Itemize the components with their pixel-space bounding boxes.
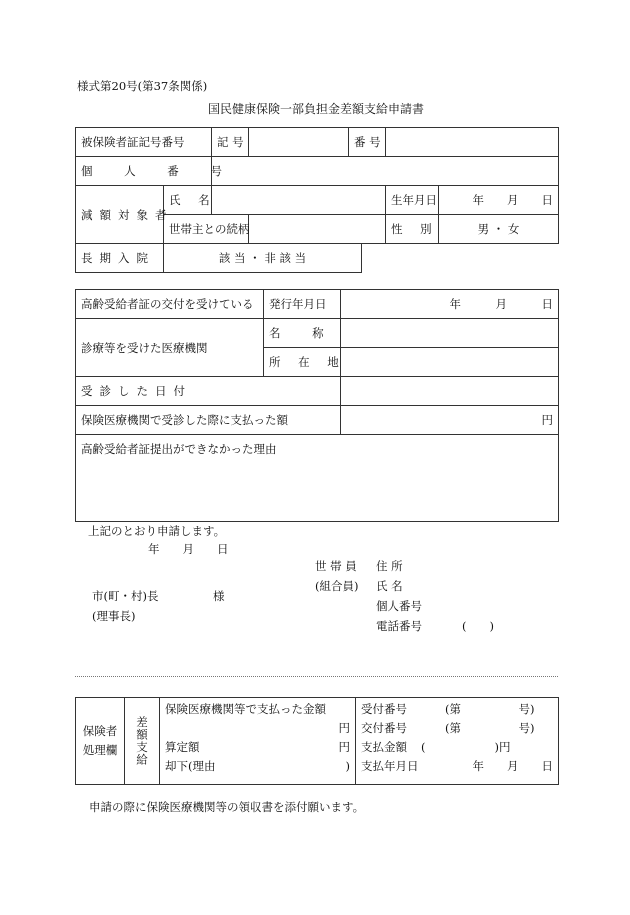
amount-block bbox=[160, 698, 356, 785]
sama-label: 様 bbox=[213, 589, 225, 603]
insurer-label-line2: 処理欄 bbox=[82, 743, 118, 757]
delivery-no-value: (第 号) bbox=[445, 721, 535, 735]
cut-line-divider bbox=[75, 676, 558, 677]
payment-amount-value: ( )円 bbox=[421, 740, 511, 754]
household-head-label: 世 帯 員 bbox=[315, 559, 357, 573]
sex-label: 性 別 bbox=[386, 215, 439, 244]
relation-label: 世帯主との続柄 bbox=[164, 215, 249, 244]
payment-date-line[interactable] bbox=[361, 757, 553, 776]
symbol-label: 記 号 bbox=[212, 128, 249, 157]
phone-label: 電話番号 bbox=[376, 619, 422, 633]
payment-amount-label: 支払金額 bbox=[361, 740, 407, 754]
elderly-cert-label: 高齢受給者証の交付を受けている bbox=[76, 290, 264, 319]
address-label: 住 所 bbox=[376, 559, 403, 573]
visit-date-field[interactable] bbox=[341, 377, 559, 406]
reason-field[interactable] bbox=[76, 435, 559, 522]
insurer-label bbox=[76, 698, 125, 785]
paid-amount-label: 保険医療機関で受診した際に支払った額 bbox=[76, 406, 341, 435]
personal-number-label: 個 人 番 号 bbox=[76, 157, 212, 186]
diff-payment-label: 差額支給 bbox=[135, 716, 149, 766]
footer-note: 申請の際に保険医療機関等の領収書を添付願います。 bbox=[89, 800, 365, 814]
paid-amount-field[interactable]: 円 bbox=[341, 406, 559, 435]
number-field[interactable] bbox=[386, 128, 559, 157]
mayor-label: 市(町・村)長 bbox=[92, 589, 159, 603]
payment-amount-line[interactable] bbox=[361, 738, 553, 757]
applicant-name-label: 氏 名 bbox=[376, 579, 403, 593]
director-label: (理事長) bbox=[92, 609, 136, 623]
visit-date-label: 受診した日付 bbox=[76, 377, 341, 406]
insured-info-table bbox=[75, 127, 559, 244]
payment-date-value: 年 月 日 bbox=[472, 759, 553, 773]
processing-block bbox=[356, 698, 559, 785]
calc-yen: 円 bbox=[338, 740, 350, 754]
reject-label: 却下(理由 bbox=[165, 759, 216, 773]
calc-line[interactable] bbox=[165, 738, 350, 757]
receipt-no-label: 受付番号 bbox=[361, 702, 407, 716]
facility-addr-field[interactable] bbox=[341, 348, 559, 377]
personal-number-field[interactable] bbox=[212, 157, 559, 186]
payment-date-label: 支払年月日 bbox=[361, 759, 419, 773]
symbol-field[interactable] bbox=[249, 128, 349, 157]
subject-label: 減額対象者 bbox=[76, 186, 164, 244]
long-stay-table bbox=[75, 243, 362, 273]
facility-label: 診療等を受けた医療機関 bbox=[76, 319, 264, 377]
receipt-no-line[interactable] bbox=[361, 700, 553, 719]
birth-label: 生年月日 bbox=[386, 186, 439, 215]
facility-name-field[interactable] bbox=[341, 319, 559, 348]
paid-facility-label: 保険医療機関等で支払った金額 bbox=[165, 702, 326, 716]
name-field[interactable] bbox=[212, 186, 386, 215]
paid-facility-yen[interactable]: 円 bbox=[338, 721, 350, 735]
reject-line[interactable] bbox=[165, 757, 350, 776]
facility-name-label: 名 称 bbox=[264, 319, 341, 348]
issue-date-label: 発行年月日 bbox=[264, 290, 341, 319]
medical-info-table bbox=[75, 289, 559, 522]
insured-cert-label: 被保険者証記号番号 bbox=[76, 128, 212, 157]
reject-close: ) bbox=[345, 759, 350, 773]
union-member-label: (組合員) bbox=[315, 579, 359, 593]
long-stay-field[interactable]: 該 当 ・ 非 該 当 bbox=[164, 244, 362, 273]
birth-field[interactable]: 年 月 日 bbox=[439, 186, 559, 215]
reason-label: 高齢受給者証提出ができなかった理由 bbox=[81, 442, 277, 456]
application-statement: 上記のとおり申請します。 bbox=[88, 524, 226, 538]
sex-field[interactable]: 男 ・ 女 bbox=[439, 215, 559, 244]
phone-field[interactable]: ( ) bbox=[462, 619, 494, 633]
form-number: 様式第20号(第37条関係) bbox=[77, 79, 208, 93]
name-label: 氏 名 bbox=[164, 186, 212, 215]
insurer-label-line1: 保険者 bbox=[82, 724, 118, 738]
insurer-processing-table bbox=[75, 697, 559, 785]
personal-no-label: 個人番号 bbox=[376, 599, 422, 613]
application-date[interactable]: 年 月 日 bbox=[148, 542, 229, 556]
page-title: 国民健康保険一部負担金差額支給申請書 bbox=[208, 102, 425, 116]
long-stay-label: 長期入院 bbox=[76, 244, 164, 273]
calc-label: 算定額 bbox=[165, 740, 200, 754]
issue-date-field[interactable]: 年 月 日 bbox=[341, 290, 559, 319]
relation-field[interactable] bbox=[249, 215, 386, 244]
delivery-no-line[interactable] bbox=[361, 719, 553, 738]
receipt-no-value: (第 号) bbox=[445, 702, 535, 716]
delivery-no-label: 交付番号 bbox=[361, 721, 407, 735]
number-label: 番 号 bbox=[349, 128, 386, 157]
facility-addr-label: 所 在 地 bbox=[264, 348, 341, 377]
diff-payment-cell bbox=[125, 698, 160, 785]
